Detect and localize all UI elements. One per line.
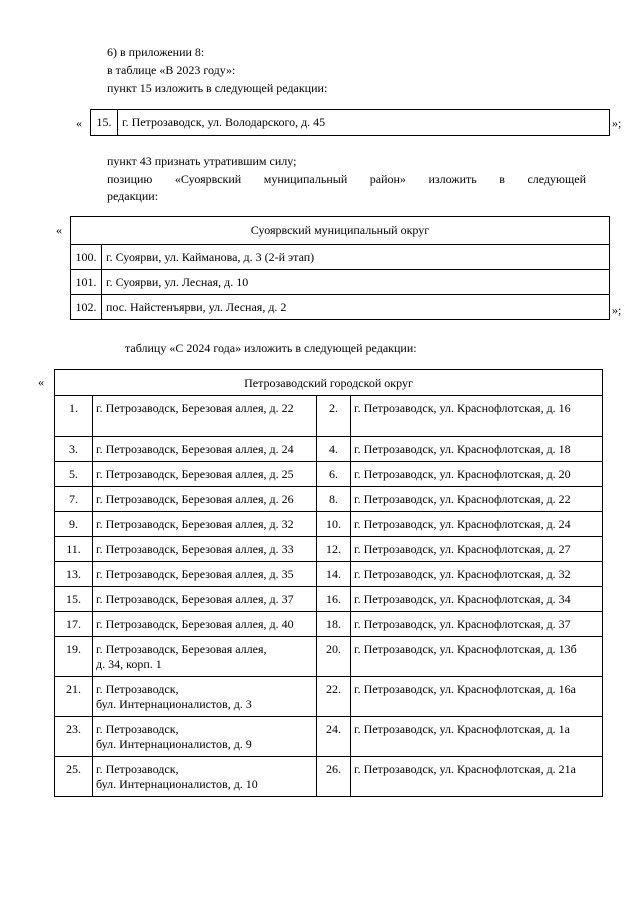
table3-num: 8.	[317, 487, 351, 512]
table3-num: 19.	[55, 637, 93, 677]
table2-num: 101.	[71, 270, 102, 295]
middle-line-3: редакции:	[107, 189, 159, 203]
table3-address: г. Петрозаводск, Березовая аллея, д. 26	[93, 487, 317, 512]
table3-address: г. Петрозаводск, ул. Краснофлотская, д. 34	[351, 587, 603, 612]
middle-line-1: пункт 43 признать утратившим силу;	[107, 154, 297, 168]
table1-open-quote: «	[76, 116, 82, 130]
table3-address: г. Петрозаводск, ул. Краснофлотская, д. 24	[351, 512, 603, 537]
table3-address-line2: бул. Интернационалистов, д. 3	[96, 697, 252, 711]
table2-address: г. Суоярви, ул. Кайманова, д. 3 (2-й этап)	[102, 245, 610, 270]
table3-num: 18.	[317, 612, 351, 637]
table3-open-quote: «	[38, 375, 44, 389]
table1-address: г. Петрозаводск, ул. Володарского, д. 45	[118, 110, 610, 136]
section3-title: таблицу «С 2024 года» изложить в следующей редакции:	[125, 341, 417, 355]
table3-num: 9.	[55, 512, 93, 537]
table3-num: 22.	[317, 677, 351, 717]
table3-address-line2: бул. Интернационалистов, д. 9	[96, 737, 252, 751]
table3-num: 12.	[317, 537, 351, 562]
table2-address: г. Суоярви, ул. Лесная, д. 10	[102, 270, 610, 295]
table1-row	[91, 110, 610, 136]
table-row	[55, 677, 603, 717]
table-row	[55, 437, 603, 462]
table3-address: г. Петрозаводск, ул. Краснофлотская, д. 37	[351, 612, 603, 637]
table3-num: 13.	[55, 562, 93, 587]
table3-address: г. Петрозаводск, Березовая аллея, д. 24	[93, 437, 317, 462]
table-row	[55, 637, 603, 677]
table3-address-line2: бул. Интернационалистов, д. 10	[96, 777, 258, 791]
table3-address: г. Петрозаводск, ул. Краснофлотская, д. 16	[351, 396, 603, 437]
table-row	[55, 396, 603, 437]
table3-address	[93, 757, 317, 797]
middle-line-2: позицию «Суоярвский муниципальный район» изложить в следующей	[107, 172, 586, 186]
table3-num: 5.	[55, 462, 93, 487]
table3-address: г. Петрозаводск, Березовая аллея, д. 35	[93, 562, 317, 587]
table2	[70, 216, 610, 320]
table3-address: г. Петрозаводск, ул. Краснофлотская, д. 13б	[351, 637, 603, 677]
table3-address-line1: г. Петрозаводск, Березовая аллея,	[96, 642, 267, 656]
table3-address: г. Петрозаводск, ул. Краснофлотская, д. 22	[351, 487, 603, 512]
table3-num: 11.	[55, 537, 93, 562]
table3-num: 1.	[55, 396, 93, 437]
table2-open-quote: «	[56, 223, 62, 237]
table-row	[55, 587, 603, 612]
table3-num: 20.	[317, 637, 351, 677]
table3-num: 4.	[317, 437, 351, 462]
table3-num: 25.	[55, 757, 93, 797]
table3-num: 17.	[55, 612, 93, 637]
table-row	[71, 295, 610, 320]
table-row	[71, 270, 610, 295]
table3-address-line1: г. Петрозаводск,	[96, 682, 179, 696]
table3-address: г. Петрозаводск, Березовая аллея, д. 32	[93, 512, 317, 537]
table3-address: г. Петрозаводск, Березовая аллея, д. 22	[93, 396, 317, 437]
table-row	[55, 717, 603, 757]
table3	[54, 369, 603, 797]
table-row	[55, 562, 603, 587]
table3-num: 6.	[317, 462, 351, 487]
table3-address: г. Петрозаводск, Березовая аллея, д. 33	[93, 537, 317, 562]
table3-address	[93, 637, 317, 677]
table3-address-line2: д. 34, корп. 1	[96, 657, 162, 671]
table3-address	[93, 717, 317, 757]
table3-num: 23.	[55, 717, 93, 757]
table3-num: 24.	[317, 717, 351, 757]
table3-num: 2.	[317, 396, 351, 437]
table3-address: г. Петрозаводск, Березовая аллея, д. 40	[93, 612, 317, 637]
table3-address: г. Петрозаводск, ул. Краснофлотская, д. 20	[351, 462, 603, 487]
table3-address	[93, 677, 317, 717]
table1-close-quote: »;	[612, 116, 622, 130]
table2-num: 100.	[71, 245, 102, 270]
table3-num: 14.	[317, 562, 351, 587]
table1	[90, 109, 610, 136]
table3-num: 10.	[317, 512, 351, 537]
table1-num: 15.	[91, 110, 118, 136]
table3-num: 7.	[55, 487, 93, 512]
table3-address: г. Петрозаводск, ул. Краснофлотская, д. 1а	[351, 717, 603, 757]
table2-num: 102.	[71, 295, 102, 320]
table-row	[71, 245, 610, 270]
table3-address: г. Петрозаводск, Березовая аллея, д. 37	[93, 587, 317, 612]
table3-address-line1: г. Петрозаводск,	[96, 722, 179, 736]
table-row	[55, 487, 603, 512]
table-row	[55, 757, 603, 797]
table-row	[55, 512, 603, 537]
table-row	[55, 537, 603, 562]
intro-line-2: в таблице «В 2023 году»:	[107, 63, 236, 77]
table3-address: г. Петрозаводск, Березовая аллея, д. 25	[93, 462, 317, 487]
table3-num: 3.	[55, 437, 93, 462]
table2-close-quote: »;	[612, 303, 622, 317]
table3-address: г. Петрозаводск, ул. Краснофлотская, д. 18	[351, 437, 603, 462]
table3-address: г. Петрозаводск, ул. Краснофлотская, д. 21а	[351, 757, 603, 797]
table2-header: Суоярвский муниципальный округ	[71, 217, 610, 245]
table3-address: г. Петрозаводск, ул. Краснофлотская, д. 32	[351, 562, 603, 587]
table-row	[55, 462, 603, 487]
intro-line-1: 6) в приложении 8:	[107, 45, 205, 59]
table3-num: 15.	[55, 587, 93, 612]
table3-address-line1: г. Петрозаводск,	[96, 762, 179, 776]
table3-header: Петрозаводский городской округ	[55, 370, 603, 396]
table3-num: 21.	[55, 677, 93, 717]
table2-address: пос. Найстенъярви, ул. Лесная, д. 2	[102, 295, 610, 320]
table3-num: 16.	[317, 587, 351, 612]
table3-address: г. Петрозаводск, ул. Краснофлотская, д. 16а	[351, 677, 603, 717]
table-row	[55, 612, 603, 637]
table3-num: 26.	[317, 757, 351, 797]
table3-address: г. Петрозаводск, ул. Краснофлотская, д. 27	[351, 537, 603, 562]
intro-line-3: пункт 15 изложить в следующей редакции:	[107, 81, 328, 95]
